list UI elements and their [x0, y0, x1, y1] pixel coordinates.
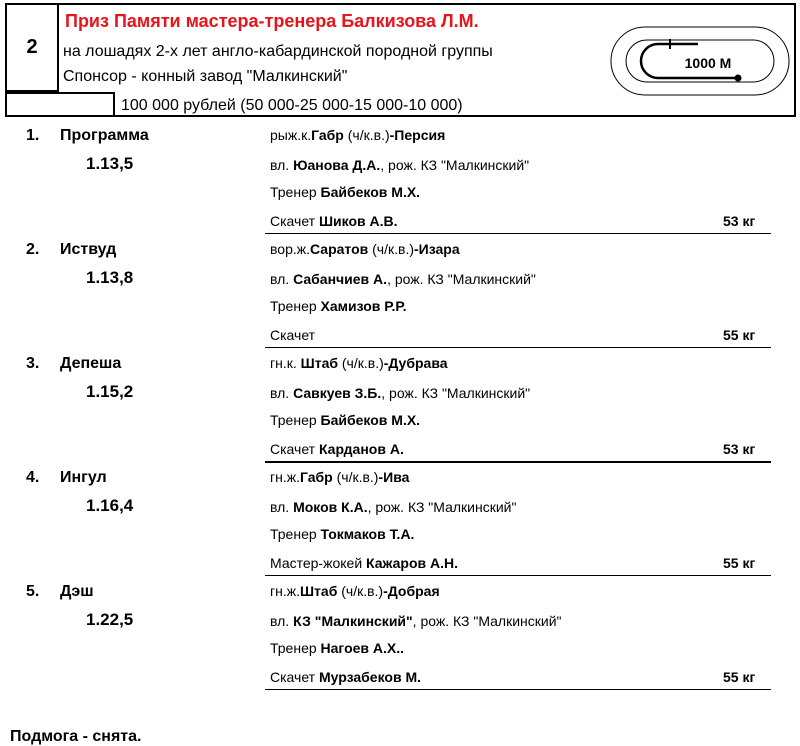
horse-weight: 55 кг [723, 327, 756, 343]
horse-name: Ингул [60, 469, 107, 486]
entry-2 [0, 241, 800, 356]
horse-name: Депеша [60, 355, 122, 372]
entry-number: 1. [26, 127, 40, 144]
race-number: 2 [7, 5, 59, 92]
entry-divider [265, 575, 771, 576]
horse-time: 1.15,2 [86, 382, 134, 401]
horse-trainer: Тренер Нагоев А.Х.. [270, 640, 405, 656]
entry-3 [0, 355, 800, 470]
horse-weight: 53 кг [723, 441, 756, 457]
horse-time: 1.16,4 [86, 496, 134, 515]
horse-owner: вл. Сабанчиев А., рож. КЗ "Малкинский" [270, 271, 536, 287]
horse-owner: вл. КЗ "Малкинский", рож. КЗ "Малкинский" [270, 613, 562, 629]
horse-trainer: Тренер Токмаков Т.А. [270, 526, 415, 542]
horse-pedigree: гн.ж.Габр (ч/к.в.)-Ива [270, 469, 410, 485]
horse-jockey: Скачет Шиков А.В. [270, 213, 398, 229]
horse-time: 1.13,5 [86, 154, 134, 173]
scratch-note: Подмога - снята. [10, 728, 142, 745]
race-title: Приз Памяти мастера-тренера Балкизова Л.М. [65, 11, 479, 31]
header-divider-line [7, 92, 115, 94]
horse-pedigree: гн.к. Штаб (ч/к.в.)-Дубрава [270, 355, 448, 371]
horse-pedigree: вор.ж.Саратов (ч/к.в.)-Изара [270, 241, 460, 257]
race-condition: на лошадях 2-х лет англо-кабардинской породной группы [63, 43, 493, 60]
entry-1 [0, 127, 800, 242]
header-divider-cell [7, 92, 115, 117]
entry-number: 5. [26, 583, 40, 600]
horse-weight: 55 кг [723, 555, 756, 571]
horse-trainer: Тренер Хамизов Р.Р. [270, 298, 407, 314]
horse-owner: вл. Юанова Д.А., рож. КЗ "Малкинский" [270, 157, 530, 173]
horse-jockey: Скачет Мурзабеков М. [270, 669, 421, 685]
race-prize: 100 000 рублей (50 000-25 000-15 000-10 000) [121, 97, 463, 114]
horse-weight: 55 кг [723, 669, 756, 685]
horse-time: 1.13,8 [86, 268, 134, 287]
horse-pedigree: рыж.к.Габр (ч/к.в.)-Персия [270, 127, 446, 143]
horse-trainer: Тренер Байбеков М.Х. [270, 184, 421, 200]
horse-jockey: Скачет Карданов А. [270, 441, 404, 457]
entry-number: 4. [26, 469, 40, 486]
horse-owner: вл. Моков К.А., рож. КЗ "Малкинский" [270, 499, 517, 515]
horse-pedigree: гн.ж.Штаб (ч/к.в.)-Добрая [270, 583, 440, 599]
track-diagram-icon [610, 26, 790, 96]
track-distance: 1000 М [684, 55, 732, 71]
horse-trainer: Тренер Байбеков М.Х. [270, 412, 421, 428]
horse-time: 1.22,5 [86, 610, 134, 629]
horse-jockey: Скачет [270, 327, 316, 343]
entry-5 [0, 583, 800, 698]
horse-name: Дэш [60, 583, 94, 600]
entry-number: 3. [26, 355, 40, 372]
entry-divider [265, 689, 771, 690]
horse-owner: вл. Савкуев З.Б., рож. КЗ "Малкинский" [270, 385, 531, 401]
horse-name: Программа [60, 127, 149, 144]
finish-marker [735, 75, 742, 82]
entry-divider [265, 347, 771, 348]
race-sponsor: Спонсор - конный завод "Малкинский" [63, 68, 348, 85]
race-header [5, 3, 796, 117]
horse-jockey: Мастер-жокей Кажаров А.Н. [270, 555, 459, 571]
horse-weight: 53 кг [723, 213, 756, 229]
horse-name: Иствуд [60, 241, 117, 258]
entry-divider [265, 461, 771, 463]
entry-4 [0, 469, 800, 584]
entry-divider [265, 233, 771, 234]
entry-number: 2. [26, 241, 40, 258]
